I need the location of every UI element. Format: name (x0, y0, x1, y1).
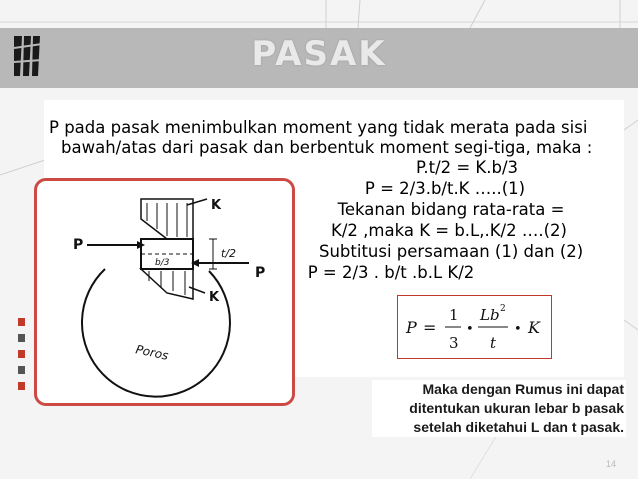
formula-dot-2: • (514, 322, 522, 337)
body-text (49, 118, 624, 158)
label-t2: t/2 (221, 247, 237, 260)
formula-rhs: K (528, 318, 540, 337)
formula-frac2-den: t (490, 334, 497, 352)
equation-line-3: P.t/2 = K.b/3 (415, 158, 519, 177)
formula-frac1-num: 1 (449, 306, 459, 324)
formula (398, 296, 551, 358)
equation-line-4: P = 2/3.b/t.K …..(1) (364, 179, 526, 198)
label-poros: Poros (134, 342, 170, 363)
equation-line-7: Subtitusi persamaan (1) dan (2) (319, 242, 584, 261)
formula-lhs: P (406, 318, 417, 337)
conclusion-line-3: setelah diketahui L dan t pasak. (413, 419, 624, 435)
label-p-left: P (73, 237, 84, 253)
equation-line-6: K/2 ,maka K = b.L,.K/2 ….(2) (331, 221, 567, 240)
formula-frac2-num: Lb (480, 306, 500, 324)
formula-frac2-exp: 2 (500, 304, 506, 314)
label-b3: b/3 (155, 258, 170, 268)
label-k-bottom: K (209, 290, 220, 305)
conclusion-line-1: Maka dengan Rumus ini dapat (422, 381, 624, 397)
slide-title: PASAK (251, 34, 387, 74)
equation-line-8: P = 2/3 . b/t .b.L K/2 (307, 263, 475, 282)
formula-frac1-den: 3 (449, 334, 459, 352)
equation-line-5: Tekanan bidang rata-rata = (337, 200, 565, 219)
page-number: 14 (605, 459, 616, 469)
label-k-top: K (211, 198, 222, 213)
label-p-right: P (255, 265, 266, 281)
key-diagram-frame (34, 178, 295, 406)
body-line-1: P pada pasak menimbulkan moment yang tidak merata pada sisi (49, 118, 588, 137)
formula-dot-1: • (466, 322, 474, 337)
side-accent-ticks (18, 318, 26, 408)
body-line-2: bawah/atas dari pasak dan berbentuk moment segi-tiga, maka : (61, 138, 593, 157)
conclusion-line-2: ditentukan ukuran lebar b pasak (409, 400, 624, 416)
formula-equals: = (423, 318, 437, 337)
conclusion-text (372, 380, 626, 437)
key-force-diagram (37, 181, 292, 403)
formula-box (397, 295, 552, 359)
